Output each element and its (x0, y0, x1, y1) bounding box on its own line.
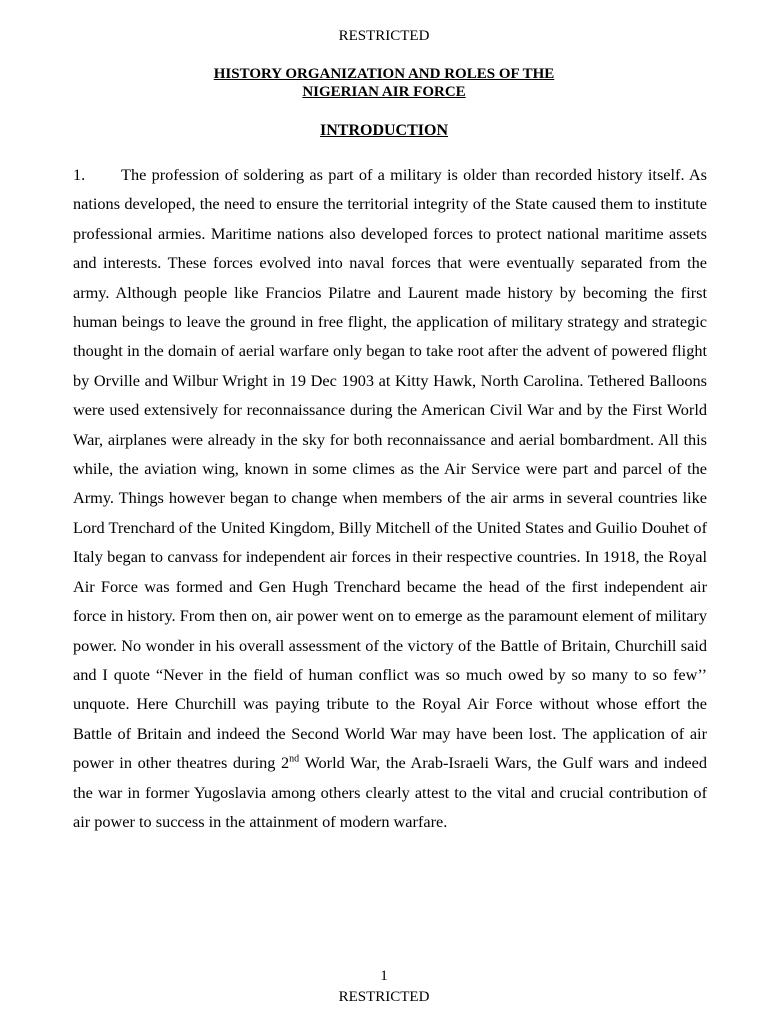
classification-footer: RESTRICTED (338, 989, 430, 1005)
ordinal-superscript: nd (289, 753, 300, 765)
document-title-line-1: HISTORY ORGANIZATION AND ROLES OF THE (213, 66, 555, 82)
paragraph-text-part-1: The profession of soldering as part of a military is older than recorded history itself. As nations developed, the need to ensure the territorial integrity of the State caused them to institute professional armies. Maritime nations also developed forces to protect national maritime assets and interests. These forces evolved into naval forces that were eventually separated from the army. Although people like Francios Pilatre and Laurent made history by becoming the first human beings to leave the ground in free flight, the application of military strategy and strategic thought in the domain of aerial warfare only began to take root after the advent of powered flight by Orville and Wilbur Wright in 19 Dec 1903 at Kitty Hawk, North Carolina. Tethered Balloons were used extensively for reconnaissance during the American Civil War and by the First World War, airplanes were already in the sky for both reconnaissance and aerial bombardment. All this while, the aviation wing, known in some climes as the Air Service were part and parcel of the Army. Things however began to change when members of the air arms in several countries like Lord Trenchard of the United Kingdom, Billy Mitchell of the United States and Guilio Douhet of Italy began to canvass for independent air forces in their respective countries. In 1918, the Royal Air Force was formed and Gen Hugh Trenchard became the head of the first independent air force in history. From then on, air power went on to emerge as the paramount element of military power. No wonder in his overall assessment of the victory of the Battle of Britain, Churchill said and I quote “Never in the field of human conflict was so much owed by so many to so few’’ unquote. Here Churchill was paying tribute to the Royal Air Force without whose effort the Battle of Britain and indeed the Second World War may have been lost. The application of air power in other theatres during 2 (73, 165, 707, 773)
paragraph-text-part-2: World War, the Arab-Israeli Wars, the Gulf wars and indeed the war in former Yugoslavia among others clearly attest to the vital and crucial contribution of air power to success in the attainment of modern warfare. (73, 753, 707, 831)
page-number: 1 (380, 968, 388, 984)
document-title-line-2: NIGERIAN AIR FORCE (302, 84, 466, 100)
classification-header: RESTRICTED (338, 28, 430, 44)
paragraph-1 (73, 160, 707, 836)
document-title (0, 65, 768, 101)
paragraph-number: 1. (73, 165, 86, 184)
section-heading-introduction: INTRODUCTION (319, 122, 448, 139)
